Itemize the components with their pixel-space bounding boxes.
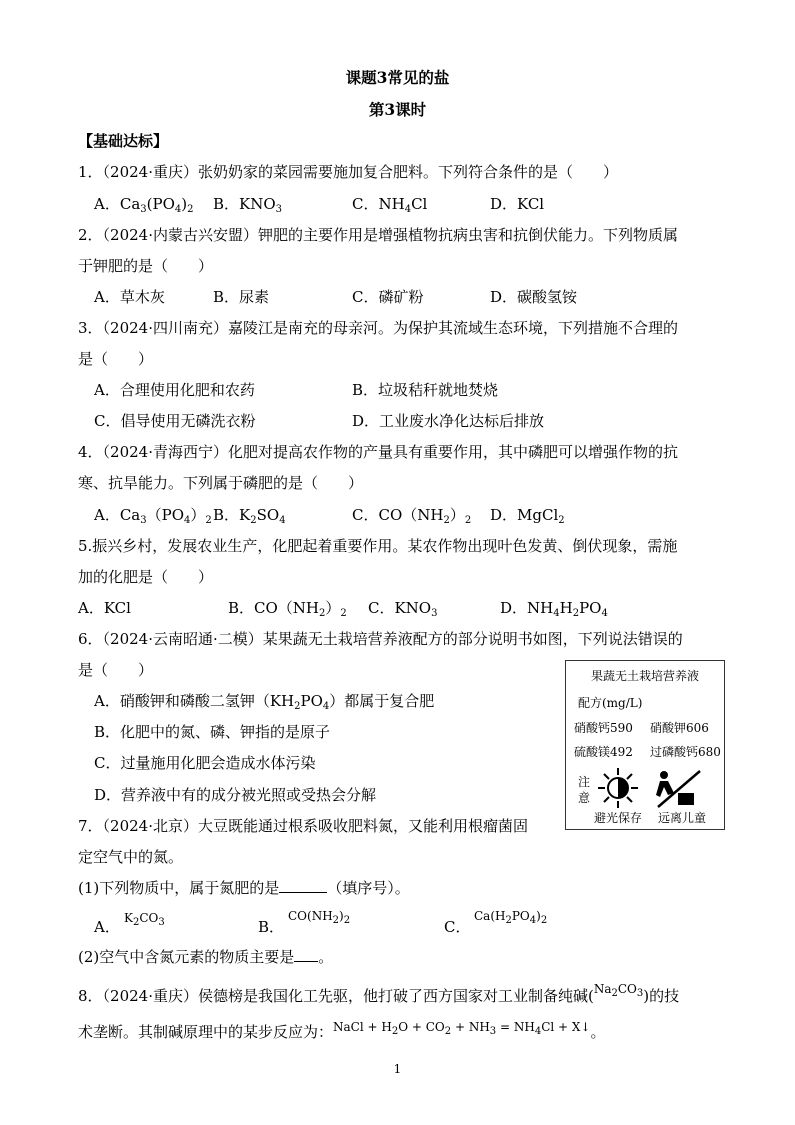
figure-caption-avoid-light: 避光保存 [594,811,643,825]
q7-sub1: (1)下列物质中，属于氮肥的是 （填序号）。 [78,879,410,897]
figure-superphosphate: 过磷酸钙680 [650,745,721,759]
figure-note-2: 意 [578,791,591,805]
q4-option-b: B．$K_2SO_4$ [213,506,286,526]
figure-caption-keep-away: 远离儿童 [658,811,707,825]
q8-stem-line1: 8．（2024·重庆）侯德榜是我国化工先驱，他打破了西方国家对工业制备纯碱($^{Na_2CO_3}$)的技 [78,982,680,1005]
q7-sub1-answer-blank[interactable] [279,878,327,893]
q8-reaction-equation: NaCl + H2O + CO2 + NH3 = NH4Cl + X↓ [333,1020,591,1037]
q7-stem-line1: 7．（2024·北京）大豆既能通过根系吸收肥料氮，又能利用根瘤菌固 [78,817,528,835]
q7-option-b-label: B． [258,918,285,936]
q3-stem-line2: 是（ ） [78,350,154,368]
q6-option-d: D．营养液中有的成分被光照或受热会分解 [94,786,377,804]
q7-option-c-label: C． [444,918,471,936]
figure-formula-label: 配方(mg/L) [578,696,643,710]
q7-stem-line2: 定空气中的氮。 [78,848,184,866]
q7-option-a-label: A． [94,918,120,936]
q2-stem-line2: 于钾肥的是（ ） [78,257,214,275]
q5-option-c: C．$KNO_3$ [368,599,438,619]
q1-stem: 1．（2024·重庆）张奶奶家的菜园需要施加复合肥料。下列符合条件的是（ ） [78,163,618,181]
q3-stem-line1: 3．（2024·四川南充）嘉陵江是南充的母亲河。为保护其流域生态环境，下列措施不合理的 [78,319,678,337]
q1-option-d: D．KCl [490,195,545,213]
q7-sub2: (2)空气中含氮元素的物质主要是 。 [78,948,334,966]
q7-option-a-formula: $K_2CO_3$ [124,911,165,928]
q7-option-b-formula: $CO(NH_2)_2$ [288,909,351,926]
figure-note-1: 注 [578,775,591,789]
q6-option-a: A．硝酸钾和磷酸二氢钾$(KH_2PO_4)$都属于复合肥 [94,692,435,712]
figure-magnesium-sulfate: 硫酸镁492 [574,745,633,759]
q2-option-d: D．碳酸氢铵 [490,288,578,306]
q5-option-b: B．$CO(NH_2)_2$ [228,599,347,619]
q2-option-b: B．尿素 [213,288,270,306]
keep-away-children-icon [654,769,702,809]
q5-option-a: A．KCl [78,599,131,617]
q7-sub2-answer-blank[interactable] [294,947,318,962]
q5-option-d: D．$NH_4H_2PO_4$ [500,599,608,619]
q5-stem-line1: 5.振兴乡村，发展农业生产，化肥起着重要作用。某农作物出现叶色发黄、倒伏现象，需施 [78,537,678,555]
q6-stem-line2: 是（ ） [78,661,154,679]
q6-stem-line1: 6．（2024·云南昭通·二模）某果蔬无土栽培营养液配方的部分说明书如图，下列说法错误的 [78,630,683,648]
page-subtitle: 第3课时 [368,100,427,119]
q1-option-c: C．$NH_4Cl$ [352,195,428,215]
figure-title: 果蔬无土栽培营养液 [590,669,699,683]
q3-option-b: B．垃圾秸秆就地焚烧 [352,381,499,399]
page-title: 课题3常见的盐 [345,68,450,87]
q1-option-a: A．$Ca_3(PO_4)_2$ [94,195,194,215]
figure-potassium-nitrate: 硝酸钾606 [650,721,709,735]
q6-option-c: C．过量施用化肥会造成水体污染 [94,754,316,772]
q7-option-c-formula: $Ca(H_2PO_4)_2$ [474,909,548,926]
q8-sodium-carbonate-formula: Na2CO3 [593,982,644,999]
q2-option-c: C．磷矿粉 [352,288,424,306]
q8-stem-line2: 术垄断。其制碱原理中的某步反应为：$^{NaCl + H_2O + CO_2 + NH_3 = NH_4Cl + X↓}$。 [78,1020,606,1041]
q4-stem-line1: 4．（2024·青海西宁）化肥对提高农作物的产量具有重要作用，其中磷肥可以增强作物的抗 [78,443,678,461]
nutrient-solution-label-figure [565,660,725,830]
q4-stem-line2: 寒、抗旱能力。下列属于磷肥的是（ ） [78,474,364,492]
q3-option-c: C．倡导使用无磷洗衣粉 [94,412,256,430]
q4-option-a: A．$Ca_3(PO_4)_2$ [94,506,212,526]
q4-option-c: C．$CO(NH_2)_2$ [352,506,472,526]
q3-option-a: A．合理使用化肥和农药 [94,381,255,399]
q5-stem-line2: 加的化肥是（ ） [78,568,214,586]
q2-option-a: A．草木灰 [94,288,165,306]
q3-option-d: D．工业废水净化达标后排放 [352,412,545,430]
q1-option-b: B．$KNO_3$ [213,195,283,215]
q4-option-d: D．MgCl$_2$ [490,506,565,526]
q6-option-b: B．化肥中的氮、磷、钾指的是原子 [94,723,331,741]
q2-stem-line1: 2．（2024·内蒙古兴安盟）钾肥的主要作用是增强植物抗病虫害和抗倒伏能力。下列物质属 [78,226,678,244]
sun-shade-icon [596,766,640,810]
page-number: 1 [393,1062,402,1076]
figure-calcium-nitrate: 硝酸钙590 [574,721,633,735]
section-heading: 【基础达标】 [78,132,169,150]
